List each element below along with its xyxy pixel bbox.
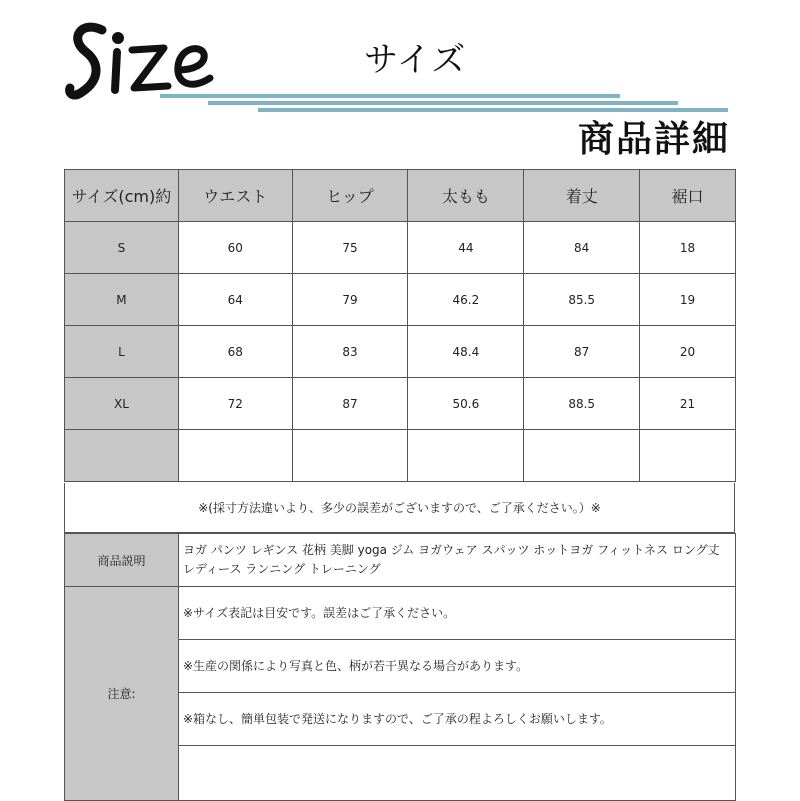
column-header-length: 着丈 [524,170,640,222]
caution-label: 注意: [65,587,179,801]
size-table [64,169,736,482]
table-cell: 84 [524,222,640,274]
table-cell: 19 [640,274,736,326]
table-cell: 46.2 [408,274,524,326]
decorative-rule [258,108,728,112]
caution-item [179,746,736,801]
table-cell: 68 [178,326,292,378]
size-logo [60,8,260,108]
table-cell: 50.6 [408,378,524,430]
column-header-hip: ヒップ [292,170,408,222]
table-cell: 44 [408,222,524,274]
table-cell [524,430,640,482]
table-cell [640,430,736,482]
table-cell: 75 [292,222,408,274]
caution-row [65,587,736,640]
size-label: XL [65,378,179,430]
table-cell: 48.4 [408,326,524,378]
table-row [65,326,736,378]
caution-item: ※サイズ表記は目安です。誤差はご了承ください。 [179,587,736,640]
table-cell: 18 [640,222,736,274]
subtitle: サイズ [364,40,467,80]
description-text: ヨガ パンツ レギンス 花柄 美脚 yoga ジム ヨガウェア スパッツ ホットヨガ フィットネス ロング丈 レディース ランニング トレーニング [179,534,736,587]
size-label: L [65,326,179,378]
table-cell: 87 [292,378,408,430]
table-cell: 20 [640,326,736,378]
table-cell: 64 [178,274,292,326]
column-header-waist: ウエスト [178,170,292,222]
size-label: S [65,222,179,274]
table-row [65,274,736,326]
table-cell: 85.5 [524,274,640,326]
decorative-rule [160,94,620,98]
caution-item: ※箱なし、簡単包装で発送になりますので、ご了承の程よろしくお願いします。 [179,693,736,746]
table-cell [178,430,292,482]
table-cell: 21 [640,378,736,430]
table-cell: 72 [178,378,292,430]
product-info-table [64,533,736,801]
table-row [65,378,736,430]
table-row [65,222,736,274]
table-cell [292,430,408,482]
table-row-empty [65,430,736,482]
column-header-thigh: 太もも [408,170,524,222]
column-header-hem: 裾口 [640,170,736,222]
table-cell: 83 [292,326,408,378]
size-table-header-row [65,170,736,222]
table-cell: 79 [292,274,408,326]
column-header-size: サイズ(cm)約 [65,170,179,222]
description-row [65,534,736,587]
table-cell: 60 [178,222,292,274]
measurement-note-text: ※(採寸方法違いより、多少の誤差がございますので、ご了承ください。）※ [198,501,601,515]
size-label [65,430,179,482]
table-cell: 88.5 [524,378,640,430]
table-cell [408,430,524,482]
decorative-rule [208,101,678,105]
caution-item: ※生産の関係により写真と色、柄が若干異なる場合があります。 [179,640,736,693]
description-label: 商品説明 [65,534,179,587]
size-label: M [65,274,179,326]
measurement-note [64,483,735,533]
table-cell: 87 [524,326,640,378]
page-heading: 商品詳細 [577,119,730,160]
